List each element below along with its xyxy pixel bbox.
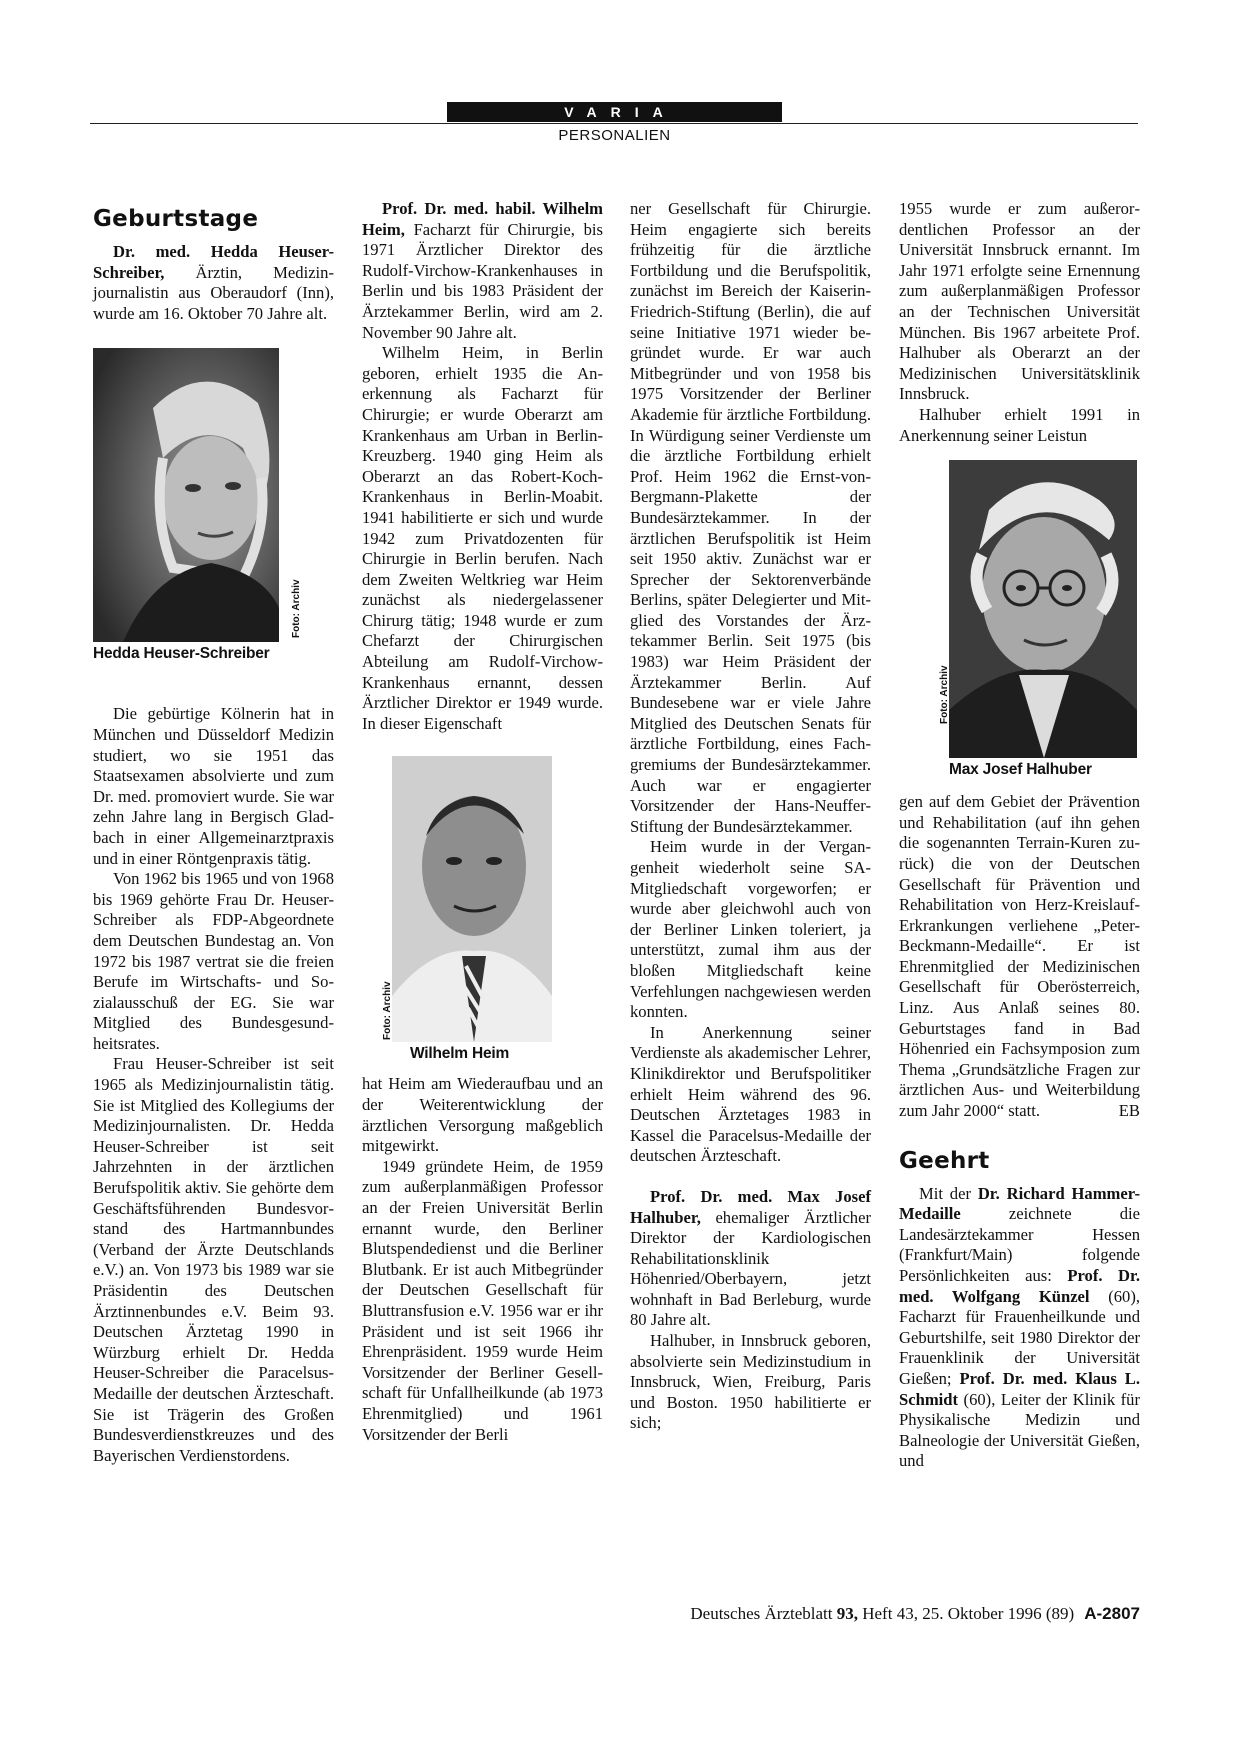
name-heim: Prof. Dr. med. habil. Wilhelm Heim, [362, 199, 603, 239]
issue-info: Heft 43, 25. Oktober 1996 (89) [857, 1604, 1075, 1623]
portrait-man-image [392, 756, 552, 1042]
column-3 [630, 199, 871, 1434]
photo-halhuber [949, 460, 1137, 758]
caption-heuser-schreiber: Hedda Heuser-Schreiber [93, 645, 270, 663]
photo-credit: Foto: Archiv [382, 981, 393, 1041]
figure-heim [382, 756, 603, 1064]
page-number: A-2807 [1084, 1604, 1140, 1623]
para-halhuber-1: Halhuber, in Innsbruck geboren, absolvierte sein Medizinstudium in Innsbruck, Wien, Freiburg, Paris und Boston. 1950 habilitierte er sich; [630, 1331, 871, 1433]
intro-text: Facharzt für Chirurgie, bis 1971 Ärztlicher Direktor des Rudolf-Virchow-Krankenhauses in Berlin und bis 1983 Präsident der Ärztekammer Berlin, wird am 2. November 90 Jahre alt. [362, 219, 603, 342]
text: (60), Leiter der Klinik für Physikalische Medizin und Balneologie der Universität Gießen, und [899, 1389, 1140, 1471]
para-text: gen auf dem Gebiet der Prävention und Rehabilitation (auf ihn gehen die sogenannten Terrain-Kuren zurück) die von der Deutschen Gesellschaft für Prävention und Rehabilitation von Herz-Kreislauf-Erkrankungen verliehene „Peter-Beckmann-Medaille“. Er ist Ehrenmitglied der Medizinischen Gesellschaft für Oberösterreich, Linz. Aus Anlaß seines 80. Geburtstages fand in Bad Höhenried ein Fachsymposion zum Thema „Grundsätzliche Fragen zur ärztlichen Aus- und Weiterbildung zum Jahr 2000“ statt. [899, 792, 1140, 1121]
para-heim-5: Heim wurde in der Vergangenheit wiederholt seine SA-Mitgliedschaft vorgeworfen; er wurde aber gleichwohl auch von der Berliner Linken toleriert, ja unterstützt, zumal ihm aus der bloßen Mitgliedschaft keine Verfehlungen nachgewiesen werden konnten. [630, 837, 871, 1022]
heading-geburtstage: Geburtstage [93, 206, 259, 232]
para-heim-2: hat Heim am Wiederaufbau und an der Weiterentwicklung der ärztlichen Versorgung maßgeblich mitgewirkt. [362, 1074, 603, 1156]
para-halhuber-2: 1955 wurde er zum außerordentlichen Professor an der Universität Innsbruck ernannt. Im Jahr 1971 erfolgte seine Ernennung zum außerplanmäßigen Professor an der Technischen Universität München. Bis 1967 arbeitete Prof. Halhuber als Oberarzt an der Medizinischen Universitätsklinik Innsbruck. [899, 199, 1140, 404]
section-banner: VARIA [447, 102, 782, 122]
figure-heuser-schreiber [93, 348, 334, 664]
text: (60), Facharzt für Frauenheilkunde und Geburtshilfe, seit 1980 Direktor der Frauenklinik der Universität Gießen; [899, 1286, 1140, 1388]
journal-name: Deutsches Ärzteblatt [690, 1604, 837, 1623]
honoree-name: Prof. Dr. med. Wolfgang Künzel [899, 1266, 1140, 1306]
intro-text: ehemaliger Ärztlicher Direktor der Kardiologischen Rehabilitationsklinik Höhenried/Oberbayern, jetzt wohnhaft in Bad Berleburg, wurde 80 Jahre alt. [630, 1207, 871, 1330]
portrait-woman-image [93, 348, 279, 642]
para-heuser-2: Von 1962 bis 1965 und von 1968 bis 1969 gehörte Frau Dr. Heuser-Schreiber als FDP-Abgeordnete dem Deutschen Bundestag an. Von 1972 bis 1987 vertrat sie die freien Berufe im Wirtschafts- und Sozialausschuß der EG. Sie war Mitglied des Bundesgesundheitsrates. [93, 869, 334, 1053]
name-halhuber: Prof. Dr. med. Max Josef Halhuber, [630, 1186, 871, 1227]
volume-number: 93, [836, 1604, 858, 1623]
para-heuser-3: Frau Heuser-Schreiber ist seit 1965 als Medizinjournalistin tätig. Sie ist Mitglied des Kollegiums der Medizinjournalisten. Dr. Hedda Heuser-Schreiber ist seit Jahrzehnten in der ärztlichen Berufspolitik aktiv. Sie gehörte dem Geschäftsführenden Bundesvorstand des Hartmannbundes (Verband der Ärzte Deutschlands e.V.) an. Von 1973 bis 1989 war sie Präsidentin des Deutschen Ärztinnenbundes e.V. Beim 93. Deutschen Ärztetag 1990 in Würzburg erhielt Dr. Hedda Heuser-Schreiber die Paracelsus-Medaille der deutschen Ärzteschaft. Sie ist Trägerin des Großen Bundesverdienstkreuzes und des Bayerischen Verdienstordens. [93, 1054, 334, 1465]
photo-heuser-schreiber [93, 348, 279, 642]
photo-credit: Foto: Archiv [939, 665, 950, 725]
column-4 [899, 199, 1140, 1472]
column-1 [93, 198, 334, 1466]
photo-heim [392, 756, 552, 1042]
caption-halhuber: Max Josef Halhuber [949, 761, 1092, 779]
intro-heim [362, 199, 603, 343]
text: Mit der [919, 1183, 978, 1203]
intro-halhuber [630, 1187, 871, 1331]
para-heim-3: 1949 gründete Heim, de 1959 zum außerplanmäßigen Professor an der Freien Universität Berlin ernannt wurde, den Berliner Blutspendedienst und die Berliner Blutbank. Er ist auch Mitbegründer der Deutschen Gesellschaft für Bluttransfusion e.V. 1956 war er ihr Präsident und ist seit 1966 ihr Ehrenpräsident. 1959 wurde Heim Vorsitzender der Berliner Gesellschaft für Unfallheilkunde (ab 1973 Ehrenmitglied) und 1961 Vorsitzender der Berli [362, 1156, 603, 1444]
para-heim-4: ner Gesellschaft für Chirurgie. Heim engagierte sich bereits frühzeitig für die ärztliche Fortbildung und die Berufspolitik, zunächst im Bereich der Kaiserin-Friedrich-Stiftung (Berlin), die auf seine Initiative 1971 wieder begründet wurde. Er war auch Mitbegründer und von 1958 bis 1975 Vorsitzender der Berliner Akademie für ärztliche Fortbildung. In Würdigung seiner Verdienste um die ärztliche Fortbildung erhielt Prof. Heim 1962 die Ernst-von-Bergmann-Plakette der Bundesärztekammer. In der ärztlichen Berufspolitik ist Heim seit 1950 aktiv. Zunächst war er Sprecher der Sektorenverbände Berlins, später Delegierter und Mitglied des Vorstandes der Ärztekammer Berlin. Seit 1975 (bis 1983) war Heim Präsident der Ärztekammer Berlin. Auf Bundesebene war er viele Jahre Mitglied des Deutschen Senats für ärztliche Fortbildung, eines Fachgremiums der Bundesärztekammer. Auch war er engagierter Vorsitzender der Hans-Neuffer-Stiftung der Bundesärztekammer. [630, 199, 871, 836]
header-rule [90, 123, 1138, 124]
para-heim-1: Wilhelm Heim, in Berlin geboren, erhielt 1935 die Anerkennung als Facharzt für Chirurgie; er wurde Oberarzt am Krankenhaus am Urban in Berlin-Kreuzberg. 1940 ging Heim als Oberarzt an das Robert-Koch-Krankenhaus in Berlin-Moabit. 1941 habilitierte er sich und wurde 1942 zum Privatdozenten für Chirurgie in Berlin berufen. Nach dem Zweiten Weltkrieg war Heim zunächst als niedergelassener Chirurg tätig; 1948 wurde er zum Chefarzt der Chirurgischen Abteilung am Rudolf-Virchow-Krankenhaus ernannt, dessen Ärztlicher Direktor er 1949 wurde. In dieser Eigenschaft [362, 343, 603, 733]
para-heim-6: In Anerkennung seiner Verdienste als akademischer Lehrer, Klinikdirektor und Berufspolitiker erhielt Heim während des 96. Deutschen Ärztetages 1983 in Kassel die Paracelsus-Medaille der deutschen Ärzteschaft. [630, 1022, 871, 1166]
name-heuser-schreiber: Dr. med. Hedda Heuser-Schreiber, [93, 242, 334, 282]
para-geehrt [899, 1184, 1140, 1472]
intro-text: Ärztin, Medizinjournalistin aus Oberaudorf (Inn), wurde am 16. Oktober 70 Jahre alt. [93, 262, 334, 323]
para-halhuber-4 [899, 792, 1140, 1122]
para-heuser-1: Die gebürtige Kölnerin hat in München und Düsseldorf Medizin studiert, wo sie 1951 das Staatsexamen absolvierte und zum Dr. med. promoviert wurde. Sie war zehn Jahre lang in Bergisch Gladbach in einer Allgemeinarztpraxis und in einer Röntgenpraxis tätig. [93, 704, 334, 868]
intro-heuser-schreiber [93, 242, 334, 324]
figure-halhuber [939, 460, 1140, 780]
award-name: Dr. Richard Hammer-Medaille [899, 1183, 1140, 1224]
subsection-label: PERSONALIEN [558, 127, 671, 144]
honoree-name: Prof. Dr. med. Klaus L. Schmidt [899, 1368, 1140, 1409]
photo-credit: Foto: Archiv [291, 579, 302, 639]
page-footer [690, 1604, 1140, 1624]
text: zeichnete die Landesärztekammer Hessen (Frankfurt/Main) folgende Persönlichkeiten aus: [899, 1204, 1140, 1285]
para-halhuber-3: Halhuber erhielt 1991 in Anerkennung seiner Leistun [899, 404, 1140, 445]
heading-geehrt: Geehrt [899, 1147, 990, 1174]
portrait-elderly-man-image [949, 460, 1137, 758]
column-2 [362, 199, 603, 1445]
caption-heim: Wilhelm Heim [410, 1045, 510, 1063]
author-initials: EB [1118, 1101, 1140, 1121]
